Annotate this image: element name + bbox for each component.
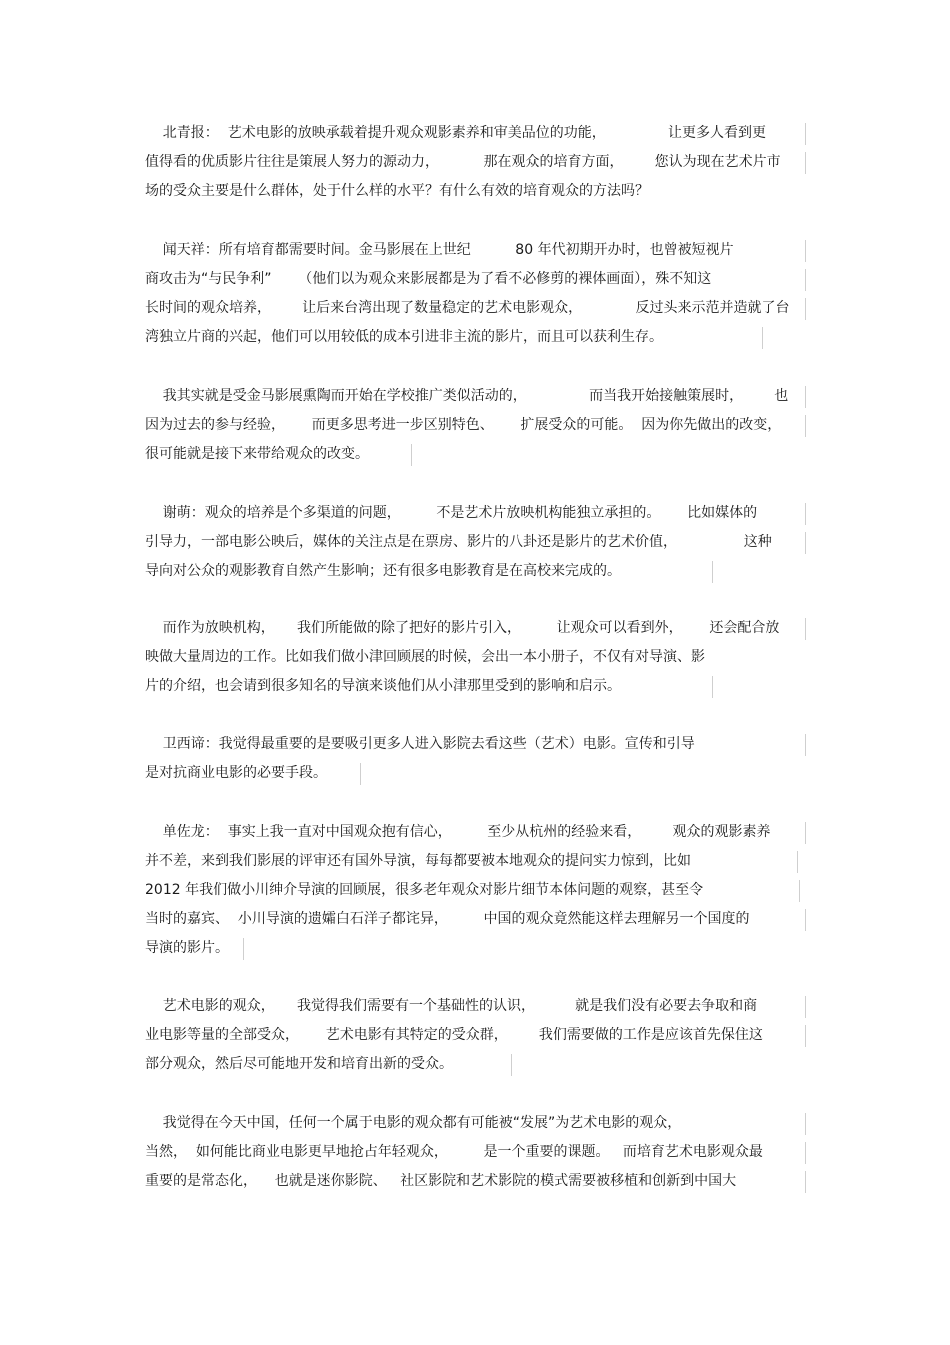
line-edge-marker: [145, 327, 763, 349]
line-edge-marker: [145, 1142, 806, 1164]
line-edge-marker: [145, 444, 412, 466]
text-line: 映做大量周边的工作。比如我们做小津回顾展的时候，会出一本小册子，不仅有对导演、影: [145, 649, 705, 665]
line-edge-marker: [145, 676, 713, 698]
text-line: 而作为放映机构， 我们所能做的除了把好的影片引入， 让观众可以看到外， 还会配合放: [145, 614, 779, 643]
text-line: 我其实就是受金马影展熏陶而开始在学校推广类似活动的， 而当我开始接触策展时， 也: [145, 382, 788, 411]
line-edge-marker: [145, 880, 800, 902]
text-line: 片的介绍，也会请到很多知名的导演来谈他们从小津那里受到的影响和启示。: [145, 672, 621, 701]
text-line: 值得看的优质影片往往是策展人努力的源动力， 那在观众的培育方面， 您认为现在艺术片市: [145, 148, 781, 177]
line-edge-marker: [145, 386, 806, 408]
line-edge-marker: [145, 240, 806, 262]
text-line: 我觉得在今天中国，任何一个属于电影的观众都有可能被“发展”为艺术电影的观众，: [145, 1109, 681, 1138]
line-edge-marker: [145, 618, 806, 640]
line-edge-marker: [145, 298, 806, 320]
text-line: 2012 年我们做小川绅介导演的回顾展，很多老年观众对影片细节本体问题的观察，甚至令: [145, 876, 703, 905]
text-line: 当然， 如何能比商业电影更早地抢占年轻观众， 是一个重要的课题。 而培育艺术电影观众最: [145, 1138, 763, 1167]
line-edge-marker: [145, 1054, 512, 1076]
text-line: 部分观众，然后尽可能地开发和培育出新的受众。: [145, 1050, 453, 1079]
line-edge-marker: [145, 938, 244, 960]
line-edge-marker: [145, 532, 806, 554]
text-line: 单佐龙： 事实上我一直对中国观众抱有信心， 至少从杭州的经验来看， 观众的观影素养: [145, 818, 770, 847]
text-line: 导向对公众的观影教育自然产生影响；还有很多电影教育是在高校来完成的。: [145, 557, 621, 586]
text-line: 当时的嘉宾、 小川导演的遗孀白石洋子都诧异， 中国的观众竟然能这样去理解另一个国度的: [145, 905, 750, 934]
line-edge-marker: [145, 822, 806, 844]
line-edge-marker: [145, 734, 806, 756]
text-line: 重要的是常态化， 也就是迷你影院、 社区影院和艺术影院的模式需要被移植和创新到中国大: [145, 1167, 736, 1196]
text-line: 长时间的观众培养， 让后来台湾出现了数量稳定的艺术电影观众， 反过头来示范并造就了台: [145, 294, 790, 323]
line-edge-marker: [145, 763, 361, 785]
text-line: 湾独立片商的兴起，他们可以用较低的成本引进非主流的影片，而且可以获利生存。: [145, 323, 663, 352]
line-edge-marker: [145, 1171, 806, 1193]
line-edge-marker: [145, 152, 806, 174]
text-line: 北青报： 艺术电影的放映承载着提升观众观影素养和审美品位的功能， 让更多人看到更: [145, 119, 766, 148]
text-line: 导演的影片。: [145, 934, 229, 963]
text-line: 引导力，一部电影公映后，媒体的关注点是在票房、影片的八卦还是影片的艺术价值， 这种: [145, 528, 772, 557]
text-line: 谢萌：观众的培养是个多渠道的问题， 不是艺术片放映机构能独立承担的。 比如媒体的: [145, 499, 757, 528]
text-line: 艺术电影的观众， 我觉得我们需要有一个基础性的认识， 就是我们没有必要去争取和商: [145, 992, 757, 1021]
text-line: 业电影等量的全部受众， 艺术电影有其特定的受众群， 我们需要做的工作是应该首先保住这: [145, 1021, 763, 1050]
line-edge-marker: [145, 1025, 806, 1047]
line-edge-marker: [145, 415, 806, 437]
line-edge-marker: [145, 503, 806, 525]
text-line: 因为过去的参与经验， 而更多思考进一步区别特色、 扩展受众的可能。 因为你先做出的改变，: [145, 411, 781, 440]
line-edge-marker: [145, 851, 798, 873]
line-edge-marker: [145, 269, 806, 291]
line-edge-marker: [145, 909, 806, 931]
text-line: 并不差，来到我们影展的评审还有国外导演，每每都要被本地观众的提问实力惊到，比如: [145, 847, 691, 876]
text-line: 商攻击为“与民争利” （他们以为观众来影展都是为了看不必修剪的裸体画面），殊不知这: [145, 265, 711, 294]
text-line: 卫西谛：我觉得最重要的是要吸引更多人进入影院去看这些（艺术）电影。宣传和引导: [145, 730, 695, 759]
line-edge-marker: [145, 1113, 806, 1135]
text-line: 场的受众主要是什么群体，处于什么样的水平？有什么有效的培育观众的方法吗？: [145, 183, 649, 199]
line-edge-marker: [145, 996, 806, 1018]
text-line: 闻天祥：所有培育都需要时间。金马影展在上世纪 80 年代初期开办时，也曾被短视片: [145, 236, 734, 265]
line-edge-marker: [145, 561, 713, 583]
text-line: 是对抗商业电影的必要手段。: [145, 759, 327, 788]
line-edge-marker: [145, 123, 806, 145]
text-line: 很可能就是接下来带给观众的改变。: [145, 440, 369, 469]
